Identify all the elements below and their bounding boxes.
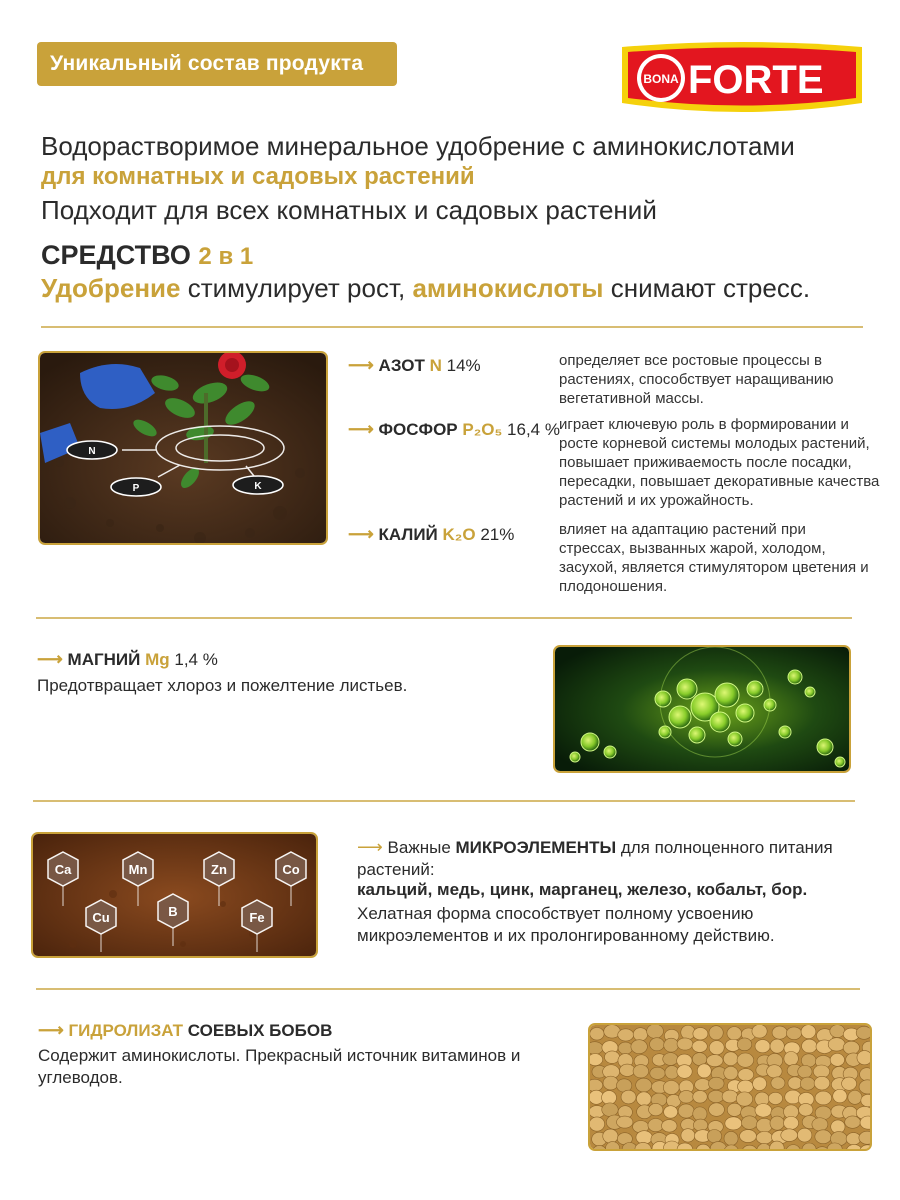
soybean-decor <box>693 1090 708 1103</box>
soybean-decor <box>663 1080 679 1094</box>
soybean-decor <box>727 1027 742 1040</box>
soybean-decor <box>621 1090 636 1104</box>
soy-description: Содержит аминокислоты. Прекрасный источник витаминов и углеводов. <box>38 1046 521 1087</box>
slogan-keyword-2: аминокислоты <box>412 273 604 303</box>
intro-line-3: Подходит для всех комнатных и садовых растений <box>41 195 657 225</box>
soybean-decor <box>846 1133 861 1145</box>
soybean-decor <box>650 1038 665 1051</box>
soybean-decor <box>768 1092 782 1104</box>
nutrient-potassium-description: влияет на адаптацию растений при стрессах, вызванных жарой, холодом, засухой, является стимулятором цветения и плодоношения. <box>559 521 869 595</box>
soybean-decor <box>697 1064 711 1078</box>
soybean-decor <box>693 1107 707 1121</box>
soybean-decor <box>815 1091 832 1105</box>
soybean-decor <box>633 1065 649 1078</box>
soybean-decor <box>618 1042 633 1054</box>
intro-line-1: Водорастворимое минеральное удобрение с аминокислотами <box>41 131 795 161</box>
soybean-decor <box>845 1116 861 1128</box>
soybean-decor <box>786 1027 801 1040</box>
soybean-decor <box>784 1052 798 1066</box>
soybean-decor <box>695 1079 711 1091</box>
plant-soil-photo <box>38 351 328 545</box>
soybean-decor <box>755 1104 772 1118</box>
soybean-decor <box>856 1026 872 1039</box>
divider <box>41 326 863 328</box>
tagline-main: СРЕДСТВО <box>41 240 191 270</box>
soybean-decor <box>737 1080 753 1093</box>
soybean-decor <box>815 1130 832 1144</box>
soybeans-photo <box>588 1023 872 1151</box>
brand-logo <box>618 41 866 119</box>
soybean-decor <box>815 1106 831 1120</box>
soybean-decor <box>590 1054 603 1066</box>
soybean-decor <box>842 1077 857 1090</box>
soybean-decor <box>633 1028 647 1041</box>
soybean-decor <box>740 1130 757 1143</box>
cells-photo <box>553 645 851 773</box>
npk-label-n: N <box>88 446 96 457</box>
soybean-decor <box>752 1025 767 1038</box>
nutrient-potassium-title: ⟶ КАЛИЙ K₂O 21% <box>348 524 515 544</box>
soybean-decor <box>590 1117 605 1131</box>
soybean-decor <box>828 1038 845 1051</box>
soybean-decor <box>709 1026 723 1040</box>
soybean-decor <box>781 1129 798 1142</box>
soybean-decor <box>603 1076 618 1090</box>
microelements-list: кальций, медь, цинк, марганец, железо, кобальт, бор. <box>357 880 808 899</box>
soybean-decor <box>664 1038 679 1052</box>
soybean-decor <box>772 1026 787 1039</box>
soybean-decor <box>692 1040 707 1052</box>
npk-label-k: K <box>254 481 262 492</box>
soybean-decor <box>738 1069 754 1081</box>
soybean-decor <box>848 1090 862 1104</box>
soybean-decor <box>709 1077 725 1090</box>
soybean-decor <box>706 1055 723 1067</box>
soybean-decor <box>724 1131 738 1145</box>
soybean-decor <box>708 1090 724 1102</box>
element-label: Zn <box>211 862 227 877</box>
soybean-decor <box>677 1065 692 1079</box>
soybean-decor <box>830 1053 844 1066</box>
soybean-decor <box>725 1117 742 1130</box>
element-label: Mn <box>128 862 148 877</box>
soybean-decor <box>647 1025 664 1038</box>
soybean-decor <box>605 1051 620 1063</box>
soybean-decor <box>755 1040 770 1053</box>
soybean-decor <box>664 1106 678 1119</box>
soybean-decor <box>677 1038 693 1050</box>
divider <box>33 800 855 802</box>
slogan <box>41 273 810 304</box>
soybean-decor <box>812 1118 828 1131</box>
magnesium-description: Предотвращает хлороз и пожелтение листьев. <box>37 676 408 695</box>
soybean-decor <box>648 1119 664 1132</box>
soybean-decor <box>727 1103 742 1116</box>
soybean-decor <box>590 1028 604 1041</box>
magnesium-title: ⟶ МАГНИЙ Mg 1,4 % <box>37 649 218 669</box>
soybean-decor <box>590 1042 603 1055</box>
soybean-decor <box>830 1025 845 1038</box>
element-label: Co <box>282 862 300 877</box>
soybean-decor <box>678 1104 694 1118</box>
slogan-keyword-1: Удобрение <box>41 273 181 303</box>
soybean-decor <box>800 1077 815 1090</box>
soybean-decor <box>798 1065 812 1078</box>
soybean-decor <box>736 1092 753 1106</box>
soybean-decor <box>617 1116 633 1128</box>
soybean-decor <box>859 1131 872 1144</box>
element-label: Cu <box>92 910 110 925</box>
soybean-decor <box>709 1103 725 1117</box>
microelements-description: Хелатная форма способствует полному усвоению микроэлементов и их пролонгированному действию. <box>357 904 775 945</box>
element-label: B <box>168 904 178 919</box>
soybean-decor <box>693 1028 708 1040</box>
nutrient-phosphorus-title: ⟶ ФОСФОР P₂O₅ 16,4 % <box>348 419 560 439</box>
soybean-decor <box>741 1116 757 1130</box>
microelements-soil-photo <box>31 832 318 958</box>
soybean-decor <box>707 1129 721 1142</box>
soybean-decor <box>753 1077 767 1091</box>
soybean-decor <box>631 1040 647 1054</box>
soybean-decor <box>771 1077 785 1089</box>
soybean-decor <box>663 1053 679 1066</box>
soybean-decor <box>737 1053 754 1067</box>
soybean-decor <box>843 1041 859 1054</box>
slogan-text-1: стимулирует рост, <box>180 273 413 303</box>
soybean-decor <box>801 1025 816 1039</box>
soybean-decor <box>649 1103 663 1115</box>
soybean-decor <box>802 1039 817 1053</box>
nutrient-phosphorus-description: играет ключевую роль в формировании и росте корневой системы молодых растений, повышает приживаемость после посадки, пересадки, повышает декоративные качества растений и их урожайность. <box>559 416 880 509</box>
nutrient-nitrogen-title: ⟶ АЗОТ N 14% <box>348 355 481 375</box>
soybean-decor <box>693 1119 707 1131</box>
soybean-decor <box>857 1051 872 1065</box>
soybean-decor <box>618 1029 634 1041</box>
soybean-decor <box>636 1078 652 1092</box>
soybean-decor <box>799 1103 813 1116</box>
soybean-decor <box>861 1094 872 1107</box>
divider <box>36 617 852 619</box>
soybean-decor <box>737 1038 752 1051</box>
soybean-decor <box>770 1039 784 1053</box>
intro-line-2: для комнатных и садовых растений <box>41 163 475 190</box>
npk-label-p: P <box>132 483 140 494</box>
soybean-decor <box>784 1116 799 1129</box>
soybean-decor <box>636 1092 651 1106</box>
soybean-decor <box>603 1129 618 1143</box>
soybean-decor <box>860 1068 872 1081</box>
element-label: Ca <box>54 862 72 877</box>
microelements-intro: ⟶ Важные МИКРОЭЛЕМЕНТЫ для полноценного питания растений: <box>357 837 833 879</box>
divider <box>36 988 860 990</box>
soybean-decor <box>620 1064 635 1076</box>
soybean-decor <box>724 1066 738 1080</box>
soybean-decor <box>833 1089 847 1103</box>
soybean-decor <box>722 1090 738 1103</box>
soybean-decor <box>602 1103 618 1117</box>
soybean-decor <box>814 1076 830 1090</box>
soybean-decor <box>723 1052 738 1066</box>
soybean-decor <box>590 1079 603 1091</box>
logo-name: FORTE <box>688 58 824 102</box>
element-label: Fe <box>249 910 265 925</box>
tagline <box>41 240 253 271</box>
soybean-decor <box>681 1129 695 1142</box>
nutrient-nitrogen-description: определяет все ростовые процессы в растениях, способствует наращиванию вегетативной массы. <box>559 352 834 407</box>
soybean-decor <box>788 1077 802 1090</box>
soybean-decor <box>709 1041 724 1055</box>
soybean-decor <box>679 1090 694 1103</box>
soybean-decor <box>756 1118 772 1132</box>
soybean-decor <box>662 1120 677 1133</box>
soybean-decor <box>756 1131 773 1144</box>
soybean-decor <box>770 1116 784 1130</box>
header-badge: Уникальный состав продукта <box>37 42 397 86</box>
soybean-decor <box>602 1091 617 1105</box>
soybean-decor <box>797 1128 812 1142</box>
soybean-decor <box>767 1065 782 1078</box>
logo-prefix: BONA <box>643 72 679 86</box>
soy-title: ⟶ ГИДРОЛИЗАТ СОЕВЫХ БОБОВ <box>38 1020 333 1040</box>
soybean-decor <box>650 1067 665 1079</box>
tagline-accent: 2 в 1 <box>198 243 254 270</box>
slogan-text-2: снимают стресс. <box>603 273 811 303</box>
soybean-decor <box>636 1131 652 1144</box>
